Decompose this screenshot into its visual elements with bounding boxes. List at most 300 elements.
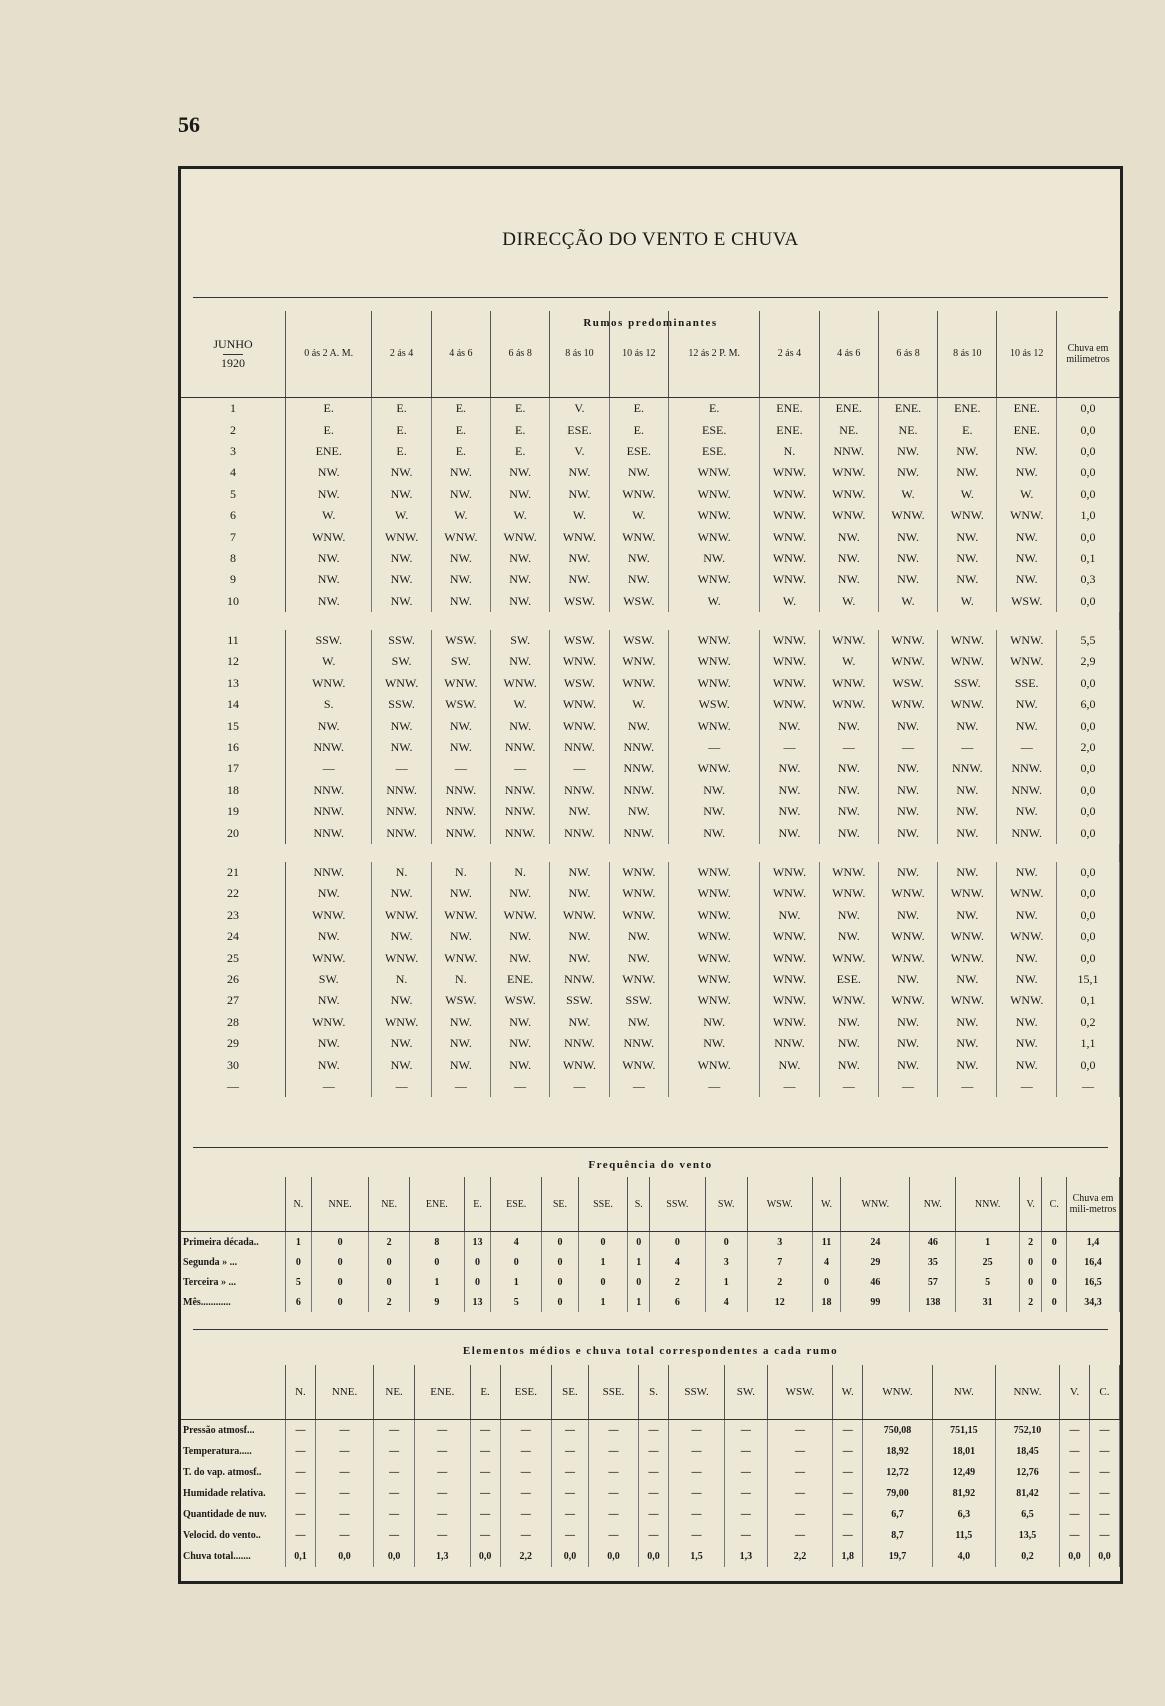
- element-cell: —: [374, 1483, 415, 1504]
- month-label: JUNHO: [213, 336, 253, 351]
- direction-cell: NW.: [550, 883, 609, 904]
- direction-cell: WNW.: [609, 1054, 668, 1075]
- element-cell: —: [315, 1504, 373, 1525]
- direction-cell: WNW.: [997, 651, 1057, 672]
- direction-cell: NNW.: [550, 969, 609, 990]
- direction-cell: NW.: [997, 1012, 1057, 1033]
- day-cell: 21: [181, 862, 286, 883]
- table-row: [181, 1272, 1120, 1292]
- element-cell: —: [500, 1420, 552, 1442]
- day-cell: 22: [181, 883, 286, 904]
- spacer-row: [181, 612, 1120, 630]
- direction-cell: NW.: [878, 905, 937, 926]
- direction-cell: NW.: [878, 801, 937, 822]
- rain-cell: 16,4: [1067, 1252, 1120, 1272]
- direction-cell: NNW.: [550, 1033, 609, 1054]
- direction-cell: NW.: [878, 822, 937, 843]
- frequency-cell: 138: [910, 1292, 956, 1312]
- direction-cell: E.: [609, 419, 668, 440]
- direction-cell: WNW.: [550, 526, 609, 547]
- direction-cell: ENE.: [286, 441, 372, 462]
- table-row: [181, 484, 1120, 505]
- direction-cell: WNW.: [669, 526, 760, 547]
- direction-cell: NW.: [997, 715, 1057, 736]
- direction-cell: W.: [878, 484, 937, 505]
- frequency-cell: 0: [705, 1232, 747, 1253]
- frequency-cell: 2: [1019, 1232, 1042, 1253]
- direction-cell: NW.: [878, 1054, 937, 1075]
- direction-cell: WNW.: [760, 630, 819, 651]
- direction-cell: NW.: [878, 1033, 937, 1054]
- day-cell: 29: [181, 1033, 286, 1054]
- direction-cell: WNW.: [669, 883, 760, 904]
- frequency-cell: 25: [956, 1252, 1019, 1272]
- element-cell: —: [374, 1525, 415, 1546]
- frequency-cell: 0: [1042, 1232, 1067, 1253]
- element-cell: —: [1089, 1504, 1119, 1525]
- direction-cell: WNW.: [609, 969, 668, 990]
- element-cell: —: [725, 1525, 768, 1546]
- direction-cell: WNW.: [760, 462, 819, 483]
- direction-header: NNE.: [315, 1365, 373, 1420]
- period-header: 2 ás 4: [760, 311, 819, 398]
- direction-cell: —: [550, 1076, 609, 1097]
- frequency-cell: 0: [542, 1232, 578, 1253]
- direction-cell: NW.: [286, 926, 372, 947]
- row-label: T. do vap. atmosf..: [181, 1462, 286, 1483]
- frequency-cell: 4: [491, 1232, 542, 1253]
- direction-cell: ESE.: [609, 441, 668, 462]
- direction-cell: E.: [938, 419, 997, 440]
- direction-header: NW.: [910, 1177, 956, 1232]
- direction-cell: WSW.: [431, 694, 490, 715]
- direction-cell: W.: [878, 591, 937, 612]
- direction-cell: —: [760, 1076, 819, 1097]
- direction-cell: WNW.: [669, 715, 760, 736]
- element-cell: —: [315, 1441, 373, 1462]
- element-cell: —: [1089, 1462, 1119, 1483]
- direction-cell: W.: [669, 591, 760, 612]
- direction-cell: NW.: [938, 780, 997, 801]
- direction-cell: NW.: [938, 969, 997, 990]
- direction-cell: W.: [609, 694, 668, 715]
- direction-cell: NW.: [372, 569, 431, 590]
- direction-header: E.: [464, 1177, 490, 1232]
- frequency-cell: 57: [910, 1272, 956, 1292]
- element-cell: 6,3: [932, 1504, 995, 1525]
- direction-cell: NW.: [938, 569, 997, 590]
- direction-cell: WNW.: [819, 462, 878, 483]
- table-row: [181, 737, 1120, 758]
- direction-cell: NW.: [878, 862, 937, 883]
- direction-cell: NNW.: [550, 737, 609, 758]
- direction-cell: W.: [286, 651, 372, 672]
- direction-cell: —: [878, 1076, 937, 1097]
- direction-cell: NNW.: [609, 822, 668, 843]
- element-cell: 19,7: [863, 1546, 933, 1567]
- frequency-cell: 2: [369, 1232, 409, 1253]
- day-cell: 7: [181, 526, 286, 547]
- frequency-cell: 24: [841, 1232, 910, 1253]
- direction-cell: NW.: [431, 591, 490, 612]
- element-cell: —: [588, 1504, 638, 1525]
- direction-header: W.: [812, 1177, 841, 1232]
- divider: [193, 1329, 1108, 1330]
- direction-cell: WNW.: [550, 715, 609, 736]
- element-cell: 4,0: [932, 1546, 995, 1567]
- element-cell: —: [639, 1462, 669, 1483]
- element-cell: —: [286, 1504, 316, 1525]
- direction-cell: —: [938, 1076, 997, 1097]
- direction-cell: NW.: [938, 1033, 997, 1054]
- direction-cell: NW.: [819, 1033, 878, 1054]
- frequency-cell: 0: [491, 1252, 542, 1272]
- element-cell: 752,10: [995, 1420, 1059, 1442]
- table-row: [181, 990, 1120, 1011]
- element-cell: —: [1089, 1483, 1119, 1504]
- element-cell: —: [552, 1441, 589, 1462]
- elements-table: [181, 1365, 1120, 1567]
- direction-cell: WNW.: [938, 505, 997, 526]
- frequency-cell: 18: [812, 1292, 841, 1312]
- row-label: Chuva total.......: [181, 1546, 286, 1567]
- element-cell: —: [1089, 1441, 1119, 1462]
- element-cell: 81,42: [995, 1483, 1059, 1504]
- direction-cell: ENE.: [938, 398, 997, 420]
- direction-cell: NW.: [938, 715, 997, 736]
- direction-cell: NW.: [286, 990, 372, 1011]
- direction-cell: WNW.: [878, 694, 937, 715]
- direction-cell: NW.: [550, 947, 609, 968]
- table-row: [181, 1525, 1120, 1546]
- direction-cell: NW.: [491, 1054, 550, 1075]
- day-cell: 3: [181, 441, 286, 462]
- direction-header: ESE.: [500, 1365, 552, 1420]
- direction-cell: NNW.: [286, 822, 372, 843]
- element-cell: 79,00: [863, 1483, 933, 1504]
- table-row: [181, 548, 1120, 569]
- table-row: [181, 926, 1120, 947]
- direction-cell: E.: [491, 441, 550, 462]
- direction-header: C.: [1089, 1365, 1119, 1420]
- direction-cell: NW.: [372, 926, 431, 947]
- period-header: 10 ás 12: [997, 311, 1057, 398]
- direction-cell: —: [997, 1076, 1057, 1097]
- frequency-cell: 0: [628, 1232, 650, 1253]
- row-label: Terceira » ...: [181, 1272, 286, 1292]
- day-cell: —: [181, 1076, 286, 1097]
- element-cell: 0,0: [315, 1546, 373, 1567]
- table-row: [181, 780, 1120, 801]
- day-cell: 28: [181, 1012, 286, 1033]
- direction-cell: WNW.: [491, 526, 550, 547]
- element-cell: 13,5: [995, 1525, 1059, 1546]
- table-row: [181, 1076, 1120, 1097]
- direction-cell: NW.: [372, 1054, 431, 1075]
- direction-header: N.: [286, 1365, 316, 1420]
- direction-cell: NW.: [550, 569, 609, 590]
- direction-cell: NW.: [372, 883, 431, 904]
- direction-cell: NW.: [819, 715, 878, 736]
- element-cell: —: [374, 1504, 415, 1525]
- rain-cell: 0,0: [1057, 862, 1120, 883]
- direction-cell: WNW.: [550, 694, 609, 715]
- row-label: Humidade relativa.: [181, 1483, 286, 1504]
- rain-cell: 0,3: [1057, 569, 1120, 590]
- element-cell: —: [414, 1525, 470, 1546]
- element-cell: —: [767, 1462, 833, 1483]
- element-cell: —: [286, 1525, 316, 1546]
- direction-header: WNW.: [863, 1365, 933, 1420]
- direction-cell: —: [760, 737, 819, 758]
- direction-cell: WNW.: [550, 905, 609, 926]
- frequency-cell: 0: [369, 1272, 409, 1292]
- direction-cell: —: [938, 737, 997, 758]
- direction-cell: NW.: [431, 1033, 490, 1054]
- direction-cell: NW.: [938, 441, 997, 462]
- direction-header: SW.: [725, 1365, 768, 1420]
- table-row: [181, 801, 1120, 822]
- table-row: [181, 1232, 1120, 1253]
- direction-cell: WNW.: [669, 462, 760, 483]
- rain-cell: 0,2: [1057, 1012, 1120, 1033]
- frequency-cell: 0: [1019, 1272, 1042, 1292]
- element-cell: —: [1060, 1525, 1090, 1546]
- direction-cell: NW.: [938, 548, 997, 569]
- element-cell: —: [500, 1504, 552, 1525]
- direction-cell: WNW.: [669, 673, 760, 694]
- direction-cell: NW.: [938, 822, 997, 843]
- element-cell: —: [668, 1420, 724, 1442]
- frequency-cell: 1: [286, 1232, 312, 1253]
- frequency-cell: 4: [650, 1252, 706, 1272]
- rain-cell: 0,0: [1057, 822, 1120, 843]
- direction-cell: NW.: [286, 883, 372, 904]
- direction-header: ESE.: [491, 1177, 542, 1232]
- direction-cell: —: [286, 758, 372, 779]
- direction-header: NNW.: [956, 1177, 1019, 1232]
- table-row: [181, 905, 1120, 926]
- frequency-cell: 8: [409, 1232, 464, 1253]
- direction-cell: E.: [286, 398, 372, 420]
- direction-cell: WNW.: [760, 548, 819, 569]
- direction-cell: WNW.: [609, 905, 668, 926]
- table-row: [181, 591, 1120, 612]
- element-cell: 2,2: [767, 1546, 833, 1567]
- direction-cell: E.: [372, 419, 431, 440]
- frequency-cell: 13: [464, 1232, 490, 1253]
- direction-cell: NW.: [997, 462, 1057, 483]
- frequency-cell: 2: [1019, 1292, 1042, 1312]
- element-cell: —: [500, 1441, 552, 1462]
- direction-cell: —: [669, 737, 760, 758]
- element-cell: —: [833, 1462, 863, 1483]
- element-cell: —: [725, 1420, 768, 1442]
- element-cell: —: [552, 1462, 589, 1483]
- direction-cell: NW.: [491, 484, 550, 505]
- direction-cell: NW.: [997, 1054, 1057, 1075]
- freq-section-title: Frequência do vento: [588, 1159, 713, 1171]
- direction-cell: —: [491, 758, 550, 779]
- direction-cell: NW.: [819, 758, 878, 779]
- direction-cell: NW.: [997, 969, 1057, 990]
- direction-cell: NW.: [491, 715, 550, 736]
- direction-cell: E.: [491, 398, 550, 420]
- table-row: [181, 969, 1120, 990]
- direction-cell: WNW.: [372, 1012, 431, 1033]
- period-header: 12 ás 2 P. M.: [669, 311, 760, 398]
- direction-cell: NW.: [819, 569, 878, 590]
- element-cell: —: [470, 1441, 500, 1462]
- rain-cell: 5,5: [1057, 630, 1120, 651]
- direction-cell: NNW.: [997, 822, 1057, 843]
- direction-cell: —: [491, 1076, 550, 1097]
- direction-cell: WNW.: [760, 990, 819, 1011]
- rain-cell: 0,0: [1057, 673, 1120, 694]
- element-cell: —: [668, 1483, 724, 1504]
- day-cell: 19: [181, 801, 286, 822]
- direction-cell: NW.: [938, 1012, 997, 1033]
- element-cell: 750,08: [863, 1420, 933, 1442]
- direction-cell: WNW.: [760, 947, 819, 968]
- element-cell: —: [315, 1462, 373, 1483]
- element-cell: —: [500, 1483, 552, 1504]
- direction-cell: NNW.: [286, 801, 372, 822]
- element-cell: —: [767, 1525, 833, 1546]
- direction-cell: WNW.: [878, 630, 937, 651]
- wind-direction-table: [181, 311, 1120, 1097]
- direction-cell: ESE.: [819, 969, 878, 990]
- direction-cell: NW.: [372, 737, 431, 758]
- direction-cell: NW.: [431, 1012, 490, 1033]
- row-label: Primeira década..: [181, 1232, 286, 1253]
- element-cell: 1,3: [725, 1546, 768, 1567]
- direction-cell: NW.: [431, 569, 490, 590]
- direction-cell: NNW.: [491, 780, 550, 801]
- element-cell: —: [1089, 1525, 1119, 1546]
- direction-cell: NW.: [938, 801, 997, 822]
- direction-cell: NW.: [878, 758, 937, 779]
- element-cell: —: [374, 1462, 415, 1483]
- direction-cell: NNW.: [372, 801, 431, 822]
- direction-cell: WNW.: [550, 1054, 609, 1075]
- direction-cell: NW.: [609, 548, 668, 569]
- direction-cell: —: [609, 1076, 668, 1097]
- direction-cell: NW.: [431, 1054, 490, 1075]
- direction-cell: NNW.: [372, 780, 431, 801]
- frequency-cell: 0: [1042, 1252, 1067, 1272]
- direction-cell: ENE.: [997, 419, 1057, 440]
- table-row: [181, 398, 1120, 420]
- direction-cell: NW.: [550, 462, 609, 483]
- element-cell: —: [1060, 1483, 1090, 1504]
- table-row: [181, 673, 1120, 694]
- element-cell: —: [1060, 1462, 1090, 1483]
- direction-cell: WNW.: [819, 883, 878, 904]
- rain-header: Chuva em milimetros: [1057, 311, 1120, 398]
- direction-cell: NNW.: [760, 1033, 819, 1054]
- row-label: Velocid. do vento..: [181, 1525, 286, 1546]
- direction-cell: N.: [431, 969, 490, 990]
- rain-cell: 0,0: [1057, 591, 1120, 612]
- direction-cell: SSW.: [938, 673, 997, 694]
- direction-cell: WNW.: [609, 526, 668, 547]
- direction-cell: NNW.: [372, 822, 431, 843]
- direction-cell: W.: [286, 505, 372, 526]
- frequency-cell: 5: [491, 1292, 542, 1312]
- direction-cell: ENE.: [819, 398, 878, 420]
- direction-cell: N.: [760, 441, 819, 462]
- direction-cell: W.: [491, 505, 550, 526]
- day-cell: 23: [181, 905, 286, 926]
- element-cell: —: [588, 1420, 638, 1442]
- direction-cell: E.: [669, 398, 760, 420]
- row-label: Segunda » ...: [181, 1252, 286, 1272]
- period-header: 8 ás 10: [550, 311, 609, 398]
- direction-cell: NW.: [997, 526, 1057, 547]
- direction-cell: WSW.: [431, 990, 490, 1011]
- direction-cell: —: [431, 1076, 490, 1097]
- rain-cell: 0,0: [1057, 1054, 1120, 1075]
- element-cell: —: [470, 1483, 500, 1504]
- direction-cell: ENE.: [878, 398, 937, 420]
- table-row: [181, 1483, 1120, 1504]
- direction-cell: NE.: [819, 419, 878, 440]
- direction-cell: SW.: [372, 651, 431, 672]
- table-row: [181, 694, 1120, 715]
- element-cell: —: [725, 1483, 768, 1504]
- direction-cell: NW.: [286, 569, 372, 590]
- direction-cell: NW.: [431, 737, 490, 758]
- table-row: [181, 1033, 1120, 1054]
- element-cell: 0,0: [1089, 1546, 1119, 1567]
- direction-cell: WNW.: [938, 651, 997, 672]
- frequency-cell: 2: [369, 1292, 409, 1312]
- direction-cell: NW.: [878, 548, 937, 569]
- day-cell: 9: [181, 569, 286, 590]
- element-cell: —: [286, 1420, 316, 1442]
- direction-cell: NW.: [491, 591, 550, 612]
- direction-header: ENE.: [409, 1177, 464, 1232]
- direction-cell: —: [550, 758, 609, 779]
- frequency-cell: 0: [311, 1232, 369, 1253]
- direction-cell: NW.: [609, 801, 668, 822]
- element-cell: 12,72: [863, 1462, 933, 1483]
- rain-header: Chuva em mili-metros: [1067, 1177, 1120, 1232]
- element-cell: —: [500, 1525, 552, 1546]
- frequency-cell: 7: [747, 1252, 812, 1272]
- direction-cell: NW.: [372, 462, 431, 483]
- direction-cell: NW.: [286, 1033, 372, 1054]
- direction-cell: WNW.: [669, 990, 760, 1011]
- direction-cell: WNW.: [819, 694, 878, 715]
- direction-cell: NW.: [760, 905, 819, 926]
- rain-cell: 0,0: [1057, 780, 1120, 801]
- direction-cell: NNW.: [997, 780, 1057, 801]
- direction-cell: NW.: [491, 462, 550, 483]
- frequency-cell: 5: [956, 1272, 1019, 1292]
- frequency-cell: 0: [578, 1232, 628, 1253]
- direction-cell: —: [997, 737, 1057, 758]
- element-cell: —: [315, 1420, 373, 1442]
- frequency-cell: 0: [311, 1292, 369, 1312]
- direction-cell: W.: [938, 591, 997, 612]
- direction-cell: NW.: [491, 1033, 550, 1054]
- direction-cell: NW.: [491, 926, 550, 947]
- direction-cell: WNW.: [609, 651, 668, 672]
- element-cell: —: [588, 1441, 638, 1462]
- direction-cell: —: [669, 1076, 760, 1097]
